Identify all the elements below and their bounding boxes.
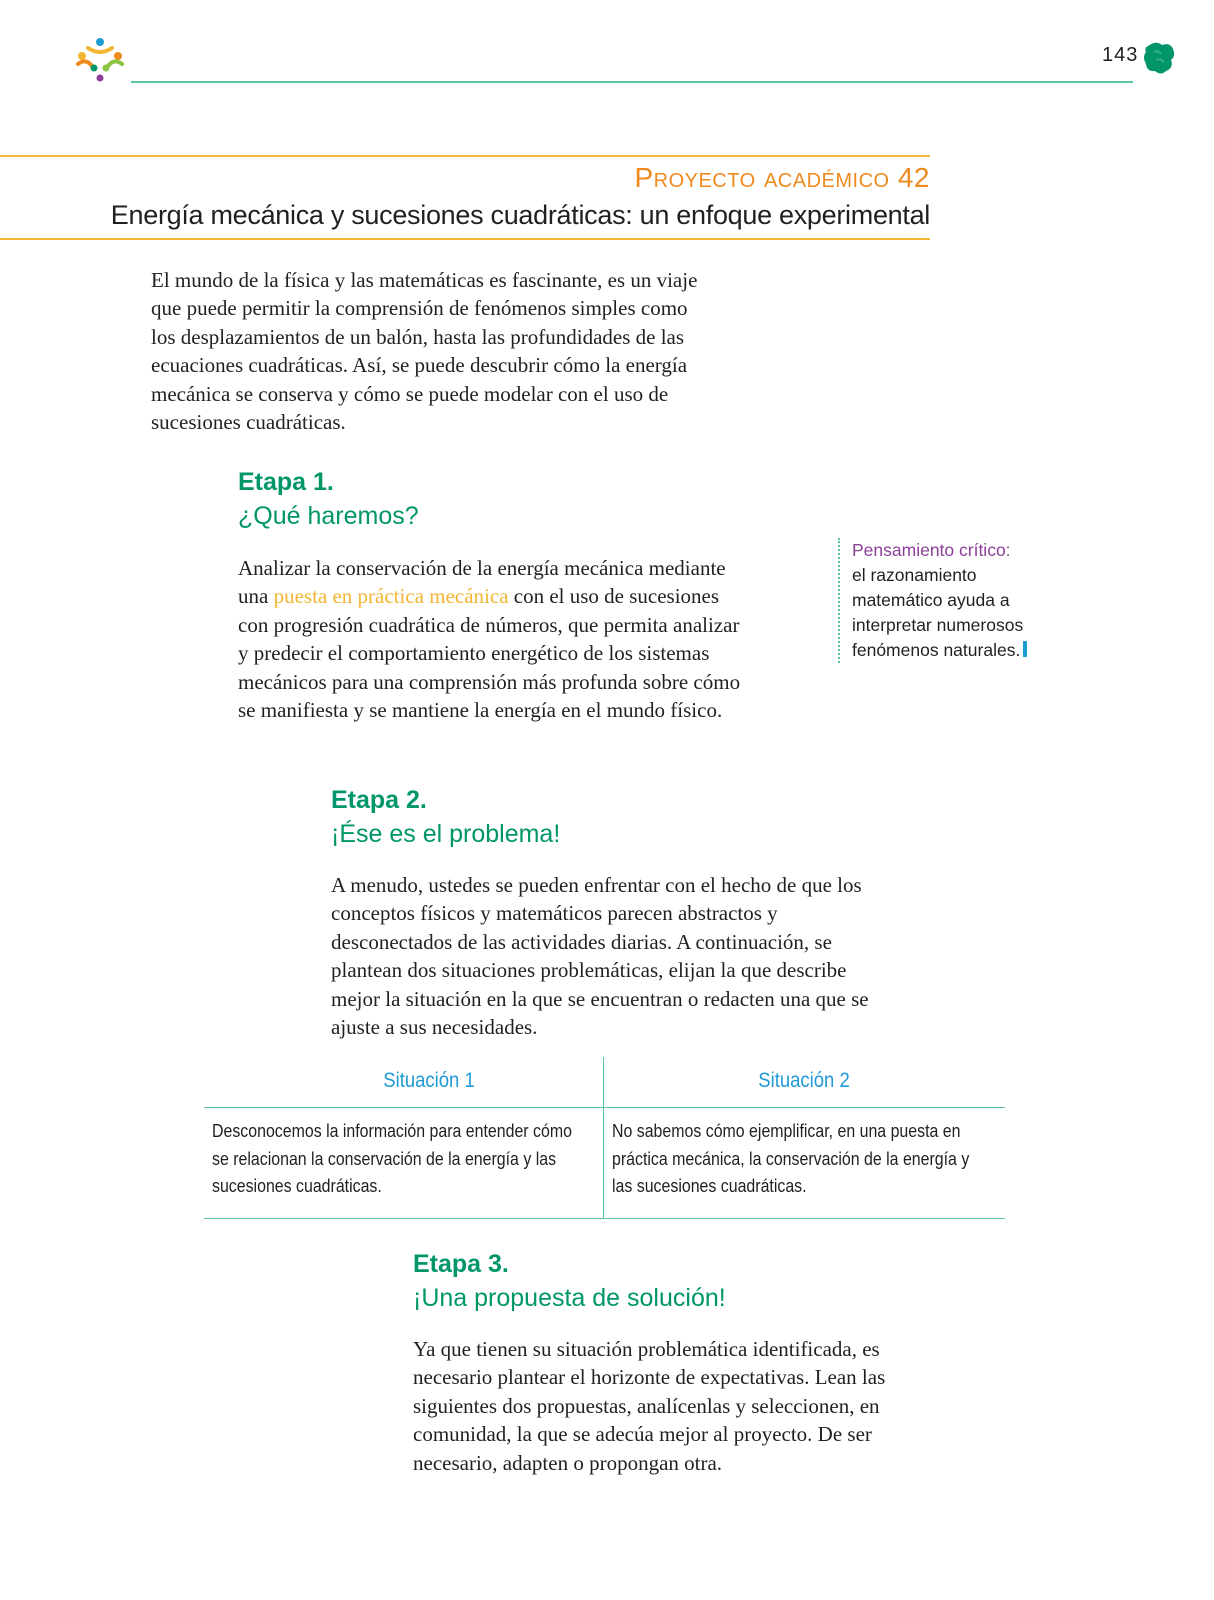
- stage1-highlight-term: puesta en práctica mecánica: [273, 584, 509, 609]
- critical-thinking-sidebar: [838, 538, 1062, 663]
- stage2-number: Etapa 2.: [331, 786, 427, 814]
- stage3-paragraph: Ya que tienen su situación problemática identificada, es necesario plantear el horizonte de expectativas. Lean las siguientes dos propuestas, analícenlas y seleccionen, en comunidad, la que se adecúa mejor al proyecto. De ser necesario, adapten o propongan otra.: [413, 1337, 886, 1475]
- people-circle-logo-icon: [72, 34, 128, 86]
- stage1-text-before: Analizar la conservación de la energía mecánica mediante una: [238, 556, 726, 609]
- stage1-text-after: con el uso de sucesiones con progresión cuadrática de números, que permita analizar y predecir el comportamiento energético de los sistemas mecánicos para una comprensión más profunda sobre cómo se manifiesta y se mantiene la energía en el mundo físico.: [238, 584, 741, 723]
- table-cell-situation-1: Desconocemos la información para entender cómo se relacionan la conservación de la energía y las sucesiones cuadráticas.: [212, 1120, 572, 1196]
- title-rule-top: [0, 155, 930, 157]
- end-marker-icon: [1023, 641, 1027, 657]
- table-header-rule: [204, 1107, 1005, 1108]
- stage2-subtitle: ¡Ése es el problema!: [331, 820, 561, 848]
- header-rule: [131, 81, 1133, 83]
- intro-paragraph: El mundo de la física y las matemáticas es fascinante, es un viaje que puede permitir la comprensión de fenómenos simples como los desplazamientos de un balón, hasta las profundidades de las ecuaciones cuadráticas. Así, se puede descubrir cómo la energía mecánica se conserva y cómo se puede modelar con el uso de sucesiones cuadráticas.: [151, 268, 698, 435]
- stage3-number: Etapa 3.: [413, 1250, 509, 1278]
- stage3-subtitle: ¡Una propuesta de solución!: [413, 1284, 726, 1312]
- page-number: 143: [1102, 44, 1139, 66]
- table-header-situation-2: Situación 2: [758, 1069, 850, 1092]
- stage1-number: Etapa 1.: [238, 468, 334, 496]
- green-paint-splash-icon: [1142, 40, 1176, 76]
- situations-table: [204, 1057, 1005, 1219]
- table-header-situation-1: Situación 1: [383, 1069, 475, 1092]
- project-label: Proyecto académico 42: [634, 162, 930, 193]
- stage1-subtitle: ¿Qué haremos?: [238, 502, 419, 530]
- table-bottom-rule: [204, 1218, 1005, 1219]
- sidebar-heading: Pensamiento crítico:: [852, 540, 1011, 560]
- stage2-paragraph: A menudo, ustedes se pueden enfrentar con el hecho de que los conceptos físicos y matemáticos parecen abstractos y desconectados de las actividades diarias. A continuación, se plantean dos situaciones problemáticas, elijan la que describe mejor la situación en la que se encuentran o redacten una que se ajuste a sus necesidades.: [331, 873, 869, 1040]
- stage1-paragraph: [238, 554, 748, 724]
- sidebar-text: el razonamiento matemático ayuda a interpretar numerosos fenómenos naturales.: [852, 565, 1024, 660]
- table-cell-situation-2: No sabemos cómo ejemplificar, en una puesta en práctica mecánica, la conservación de la energía y las sucesiones cuadráticas.: [612, 1120, 970, 1196]
- title-rule-bottom: [0, 238, 930, 240]
- project-title: Energía mecánica y sucesiones cuadráticas: un enfoque experimental: [110, 200, 930, 230]
